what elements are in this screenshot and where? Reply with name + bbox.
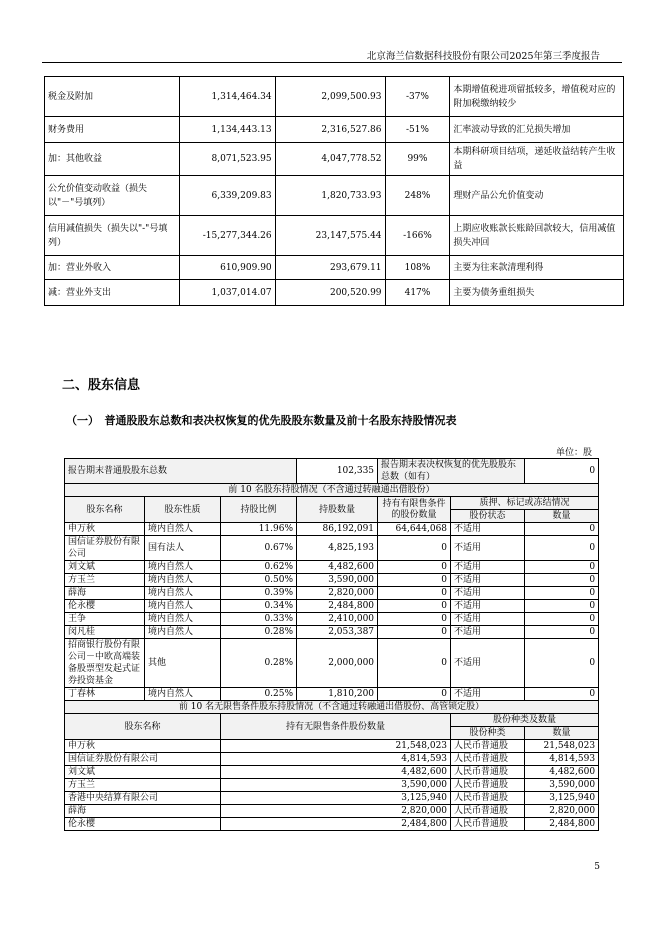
change-reason: 主要为往来款清理利得	[450, 256, 624, 280]
pledge-status: 不适用	[451, 536, 525, 561]
shareholder-nature: 境内自然人	[145, 587, 221, 600]
col-header-shares: 持股数量	[297, 497, 378, 523]
item-name: 加：其他收益	[45, 143, 180, 176]
shareholder-nature: 境内自然人	[145, 626, 221, 639]
change-reason: 理财产品公允价值变动	[450, 176, 624, 216]
holding-ratio: 0.28%	[221, 639, 297, 688]
pledge-status: 不适用	[451, 613, 525, 626]
holding-ratio: 0.62%	[221, 561, 297, 574]
top10-row	[65, 613, 599, 626]
shareholder-name: 闵凡桂	[65, 626, 145, 639]
ur-share-qty: 2,820,000	[525, 805, 599, 818]
item-name: 公允价值变动收益（损失以"－"号填列）	[45, 176, 180, 216]
top10-row	[65, 600, 599, 613]
top10-row	[65, 561, 599, 574]
ur-shareholder-name: 伦永樱	[65, 818, 221, 831]
change-reason: 本期科研项目结项，递延收益结转产生收益	[450, 143, 624, 176]
prior-value: 23,147,575.44	[275, 216, 385, 256]
ur-shares: 3,590,000	[221, 779, 451, 792]
unrestricted-row	[65, 818, 599, 831]
shareholder-name: 王争	[65, 613, 145, 626]
change-percent: 108%	[385, 256, 450, 280]
top10-title: 前 10 名股东持股情况（不含通过转融通出借股份）	[65, 484, 599, 497]
holding-ratio: 0.39%	[221, 587, 297, 600]
ur-shareholder-name: 香港中央结算有限公司	[65, 792, 221, 805]
unrestricted-header-row-1	[65, 714, 599, 727]
prior-value: 200,520.99	[275, 280, 385, 306]
pledge-status: 不适用	[451, 587, 525, 600]
pledge-status: 不适用	[451, 688, 525, 701]
col-header-pledge: 质押、标记或冻结情况	[451, 497, 599, 510]
income-change-row	[45, 216, 624, 256]
shareholder-nature: 国有法人	[145, 536, 221, 561]
prior-value: 293,679.11	[275, 256, 385, 280]
top10-row	[65, 587, 599, 600]
ur-share-qty: 3,590,000	[525, 779, 599, 792]
unrestricted-title: 前 10 名无限售条件股东持股情况（不含通过转融通出借股份、高管锁定股）	[65, 701, 599, 714]
unrestricted-row	[65, 805, 599, 818]
shareholder-nature: 境内自然人	[145, 600, 221, 613]
restricted-shares: 0	[378, 613, 451, 626]
holding-shares: 2,484,800	[297, 600, 378, 613]
restricted-shares: 64,644,068	[378, 523, 451, 536]
holding-ratio: 11.96%	[221, 523, 297, 536]
change-percent: -51%	[385, 117, 450, 143]
unrestricted-row	[65, 792, 599, 805]
ur-share-type: 人民币普通股	[451, 766, 525, 779]
current-value: -15,277,344.26	[179, 216, 275, 256]
ur-share-qty: 4,482,600	[525, 766, 599, 779]
unrestricted-title-row	[65, 701, 599, 714]
col-header-ratio: 持股比例	[221, 497, 297, 523]
pledge-qty: 0	[525, 523, 599, 536]
shareholder-nature: 境内自然人	[145, 574, 221, 587]
shareholder-nature: 境内自然人	[145, 688, 221, 701]
top10-row	[65, 639, 599, 688]
restricted-shares: 0	[378, 626, 451, 639]
top10-row	[65, 688, 599, 701]
section-subtitle: （一） 普通股股东总数和表决权恢复的优先股股东数量及前十名股东持股情况表	[66, 414, 457, 427]
shareholder-table	[64, 458, 599, 831]
col-header-pledge-qty: 数量	[525, 510, 599, 523]
current-value: 6,339,209.83	[179, 176, 275, 216]
ur-shares: 4,814,593	[221, 753, 451, 766]
pledge-status: 不适用	[451, 639, 525, 688]
current-value: 1,134,443.13	[179, 117, 275, 143]
change-percent: -37%	[385, 77, 450, 117]
top10-row	[65, 626, 599, 639]
shareholder-nature: 境内自然人	[145, 523, 221, 536]
item-name: 财务费用	[45, 117, 180, 143]
pledge-status: 不适用	[451, 523, 525, 536]
shareholder-name: 申万秋	[65, 523, 145, 536]
shareholder-name: 招商银行股份有限公司－中欧高端装备股票型发起式证券投资基金	[65, 639, 145, 688]
section-title: 二、股东信息	[62, 378, 141, 393]
ur-shareholder-name: 刘文斌	[65, 766, 221, 779]
pledge-status: 不适用	[451, 600, 525, 613]
shareholder-name: 薛海	[65, 587, 145, 600]
ur-header-kind-type: 股份种类	[451, 727, 525, 740]
pledge-status: 不适用	[451, 626, 525, 639]
change-percent: 99%	[385, 143, 450, 176]
top10-header-row-1	[65, 497, 599, 510]
ur-share-type: 人民币普通股	[451, 805, 525, 818]
unrestricted-row	[65, 766, 599, 779]
item-name: 加：营业外收入	[45, 256, 180, 280]
current-value: 1,037,014.07	[179, 280, 275, 306]
prior-value: 4,047,778.52	[275, 143, 385, 176]
shareholder-name: 刘文斌	[65, 561, 145, 574]
shareholder-name: 伦永樱	[65, 600, 145, 613]
unrestricted-row	[65, 753, 599, 766]
holding-shares: 2,410,000	[297, 613, 378, 626]
pledge-qty: 0	[525, 626, 599, 639]
holding-ratio: 0.67%	[221, 536, 297, 561]
top10-row	[65, 536, 599, 561]
income-change-row	[45, 143, 624, 176]
income-change-row	[45, 176, 624, 216]
common-holders-label: 报告期末普通股股东总数	[65, 459, 297, 484]
restricted-shares: 0	[378, 574, 451, 587]
current-value: 8,071,523.95	[179, 143, 275, 176]
ur-header-kind-qty: 数量	[525, 727, 599, 740]
change-reason: 汇率波动导致的汇兑损失增加	[450, 117, 624, 143]
shareholder-name: 国信证券股份有限公司	[65, 536, 145, 561]
holding-ratio: 0.34%	[221, 600, 297, 613]
pref-holders-value: 0	[525, 459, 599, 484]
pledge-qty: 0	[525, 536, 599, 561]
shareholder-nature: 境内自然人	[145, 561, 221, 574]
ur-shares: 3,125,940	[221, 792, 451, 805]
page-number: 5	[594, 862, 600, 872]
top10-row	[65, 523, 599, 536]
restricted-shares: 0	[378, 536, 451, 561]
ur-share-qty: 4,814,593	[525, 753, 599, 766]
unrestricted-row	[65, 779, 599, 792]
income-change-row	[45, 117, 624, 143]
shareholder-name: 丁春林	[65, 688, 145, 701]
restricted-shares: 0	[378, 688, 451, 701]
ur-shareholder-name: 薛海	[65, 805, 221, 818]
holding-shares: 4,482,600	[297, 561, 378, 574]
ur-share-type: 人民币普通股	[451, 818, 525, 831]
pledge-status: 不适用	[451, 561, 525, 574]
shareholder-nature: 境内自然人	[145, 613, 221, 626]
change-reason: 上期应收账款长账龄回款较大，信用减值损失冲回	[450, 216, 624, 256]
item-name: 减：营业外支出	[45, 280, 180, 306]
holding-shares: 86,192,091	[297, 523, 378, 536]
item-name: 信用减值损失（损失以"-"号填列）	[45, 216, 180, 256]
ur-shares: 4,482,600	[221, 766, 451, 779]
holding-shares: 2,053,387	[297, 626, 378, 639]
holding-ratio: 0.33%	[221, 613, 297, 626]
ur-header-shares: 持有无限售条件股份数量	[221, 714, 451, 740]
ur-shares: 21,548,023	[221, 740, 451, 753]
ur-shareholder-name: 方玉兰	[65, 779, 221, 792]
change-percent: 417%	[385, 280, 450, 306]
holding-shares: 2,000,000	[297, 639, 378, 688]
change-percent: 248%	[385, 176, 450, 216]
holding-shares: 3,590,000	[297, 574, 378, 587]
holding-ratio: 0.50%	[221, 574, 297, 587]
ur-share-type: 人民币普通股	[451, 779, 525, 792]
pref-holders-label: 报告期末表决权恢复的优先股股东总数（如有）	[378, 459, 525, 484]
ur-header-name: 股东名称	[65, 714, 221, 740]
ur-shareholder-name: 申万秋	[65, 740, 221, 753]
pledge-qty: 0	[525, 688, 599, 701]
current-value: 1,314,464.34	[179, 77, 275, 117]
col-header-restricted: 持有有限售条件的股份数量	[378, 497, 451, 523]
unit-label: 单位：股	[555, 448, 592, 458]
summary-row	[65, 459, 599, 484]
pledge-qty: 0	[525, 639, 599, 688]
ur-share-type: 人民币普通股	[451, 753, 525, 766]
shareholder-name: 方玉兰	[65, 574, 145, 587]
ur-shares: 2,820,000	[221, 805, 451, 818]
change-reason: 本期增值税进项留抵较多，增值税对应的附加税缴纳较少	[450, 77, 624, 117]
income-change-row	[45, 256, 624, 280]
restricted-shares: 0	[378, 639, 451, 688]
change-percent: -166%	[385, 216, 450, 256]
pledge-qty: 0	[525, 587, 599, 600]
income-change-row	[45, 280, 624, 306]
ur-header-kind: 股份种类及数量	[451, 714, 599, 727]
income-change-row	[45, 77, 624, 117]
ur-share-qty: 3,125,940	[525, 792, 599, 805]
restricted-shares: 0	[378, 587, 451, 600]
prior-value: 1,820,733.93	[275, 176, 385, 216]
prior-value: 2,099,500.93	[275, 77, 385, 117]
ur-share-type: 人民币普通股	[451, 740, 525, 753]
holding-shares: 1,810,200	[297, 688, 378, 701]
pledge-qty: 0	[525, 600, 599, 613]
pledge-qty: 0	[525, 574, 599, 587]
pledge-status: 不适用	[451, 574, 525, 587]
col-header-name: 股东名称	[65, 497, 145, 523]
income-change-table	[44, 76, 624, 306]
shareholder-nature: 其他	[145, 639, 221, 688]
ur-shares: 2,484,800	[221, 818, 451, 831]
pledge-qty: 0	[525, 613, 599, 626]
restricted-shares: 0	[378, 600, 451, 613]
holding-shares: 2,820,000	[297, 587, 378, 600]
holding-ratio: 0.28%	[221, 626, 297, 639]
pledge-qty: 0	[525, 561, 599, 574]
common-holders-value: 102,335	[297, 459, 378, 484]
restricted-shares: 0	[378, 561, 451, 574]
holding-ratio: 0.25%	[221, 688, 297, 701]
unrestricted-row	[65, 740, 599, 753]
ur-share-qty: 21,548,023	[525, 740, 599, 753]
ur-share-qty: 2,484,800	[525, 818, 599, 831]
top10-title-row	[65, 484, 599, 497]
header-divider	[42, 62, 622, 63]
current-value: 610,909.90	[179, 256, 275, 280]
prior-value: 2,316,527.86	[275, 117, 385, 143]
ur-shareholder-name: 国信证券股份有限公司	[65, 753, 221, 766]
ur-share-type: 人民币普通股	[451, 792, 525, 805]
change-reason: 主要为债务重组损失	[450, 280, 624, 306]
item-name: 税金及附加	[45, 77, 180, 117]
holding-shares: 4,825,193	[297, 536, 378, 561]
col-header-nature: 股东性质	[145, 497, 221, 523]
top10-row	[65, 574, 599, 587]
col-header-pledge-status: 股份状态	[451, 510, 525, 523]
report-header-title: 北京海兰信数据科技股份有限公司2025年第三季度报告	[366, 51, 600, 62]
